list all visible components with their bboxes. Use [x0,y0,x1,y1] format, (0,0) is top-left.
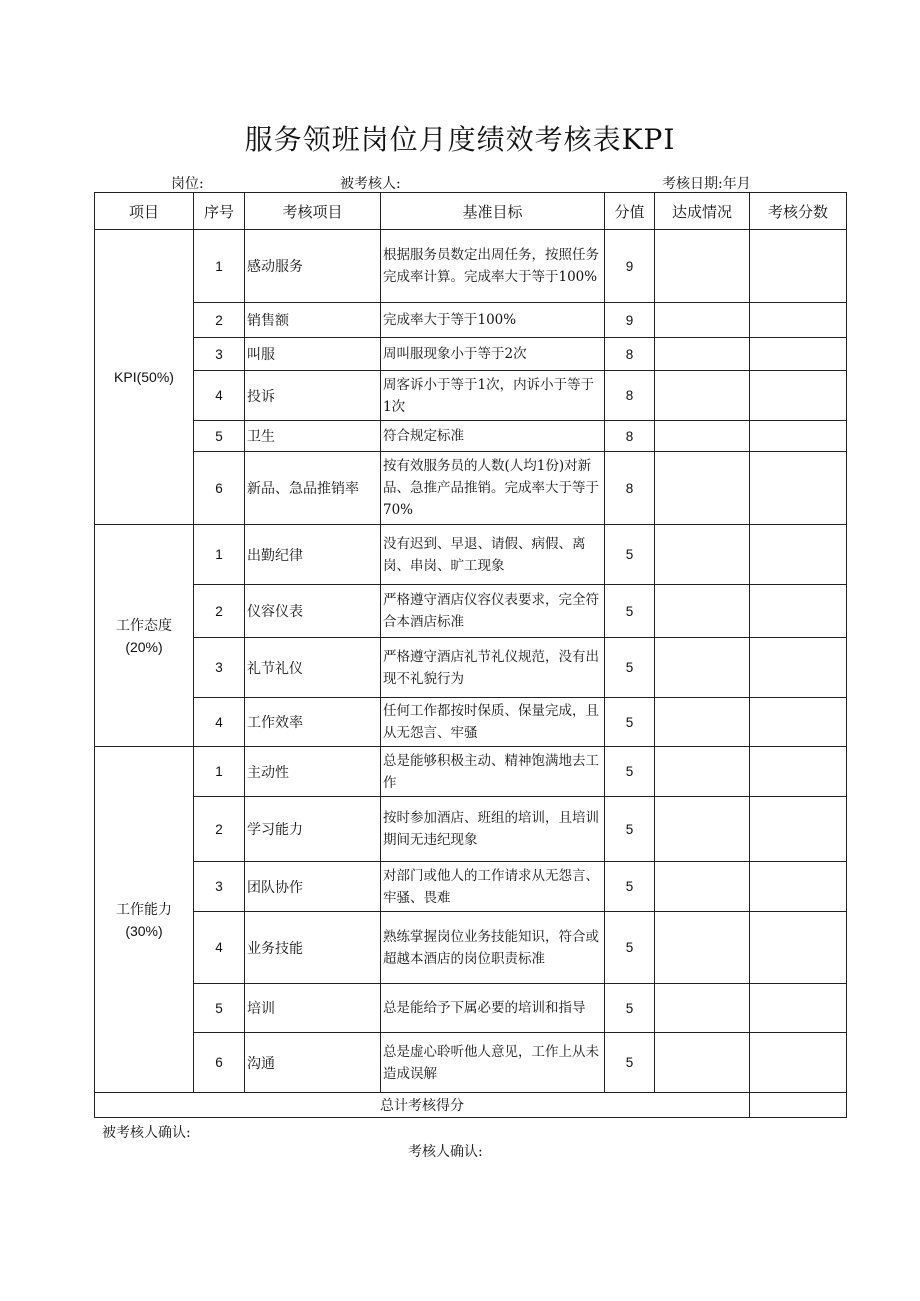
category-label: 工作能力 [116,900,172,917]
table-row [95,698,847,747]
score-value: 8 [605,371,655,421]
achievement-cell[interactable] [655,303,750,338]
row-number: 6 [194,1033,245,1093]
category-cell [95,525,194,747]
assessment-item: 出勤纪律 [245,525,381,585]
assessee-confirm: 被考核人确认: [102,1125,191,1141]
benchmark-target: 按有效服务员的人数(人均1份)对新品、急推产品推销。完成率大于等于70% [381,452,605,525]
achievement-cell[interactable] [655,862,750,912]
benchmark-target: 严格遵守酒店礼节礼仪规范，没有出现不礼貌行为 [381,638,605,698]
category-label: (20%) [125,638,163,655]
achievement-cell[interactable] [655,698,750,747]
score-value: 9 [605,230,655,303]
assessment-item: 业务技能 [245,912,381,984]
assessment-item: 新品、急品推销率 [245,452,381,525]
table-row [95,797,847,862]
score-value: 5 [605,747,655,797]
achievement-cell[interactable] [655,747,750,797]
benchmark-target: 没有迟到、早退、请假、病假、离岗、串岗、旷工现象 [381,525,605,585]
assessment-score-cell[interactable] [750,585,847,638]
score-value: 5 [605,862,655,912]
score-value: 8 [605,421,655,452]
achievement-cell[interactable] [655,371,750,421]
assessment-item: 卫生 [245,421,381,452]
assessee-label: 被考核人: [340,176,401,192]
table-row [95,862,847,912]
category-label: KPI(50%) [114,369,174,385]
row-number: 4 [194,371,245,421]
benchmark-target: 严格遵守酒店仪容仪表要求，完全符合本酒店标准 [381,585,605,638]
total-label: 总计考核得分 [95,1093,750,1118]
assessment-score-cell[interactable] [750,230,847,303]
table-row [95,525,847,585]
achievement-cell[interactable] [655,1033,750,1093]
assessment-item: 主动性 [245,747,381,797]
assessment-item: 叫服 [245,338,381,371]
table-row [95,338,847,371]
row-number: 1 [194,525,245,585]
achievement-cell[interactable] [655,984,750,1033]
row-number: 1 [194,747,245,797]
achievement-cell[interactable] [655,585,750,638]
assessment-score-cell[interactable] [750,984,847,1033]
total-row [95,1093,847,1118]
achievement-cell[interactable] [655,525,750,585]
kpi-table [94,192,847,1118]
benchmark-target: 根据服务员数定出周任务，按照任务完成率计算。完成率大于等于100% [381,230,605,303]
assessment-score-cell[interactable] [750,421,847,452]
row-number: 5 [194,421,245,452]
benchmark-target: 总是能给予下属必要的培训和指导 [381,984,605,1033]
assessment-score-cell[interactable] [750,371,847,421]
table-row [95,303,847,338]
table-row [95,984,847,1033]
row-number: 2 [194,585,245,638]
assessment-score-cell[interactable] [750,747,847,797]
row-number: 2 [194,303,245,338]
table-row [95,585,847,638]
benchmark-target: 完成率大于等于100% [381,303,605,338]
assessment-item: 学习能力 [245,797,381,862]
row-number: 2 [194,797,245,862]
row-number: 3 [194,862,245,912]
benchmark-target: 熟练掌握岗位业务技能知识，符合或超越本酒店的岗位职责标准 [381,912,605,984]
benchmark-target: 周叫服现象小于等于2次 [381,338,605,371]
header-score: 分值 [605,193,655,230]
assessment-score-cell[interactable] [750,525,847,585]
total-score-cell[interactable] [750,1093,847,1118]
achievement-cell[interactable] [655,797,750,862]
row-number: 6 [194,452,245,525]
score-value: 5 [605,698,655,747]
table-row [95,230,847,303]
header-target: 基准目标 [381,193,605,230]
benchmark-target: 按时参加酒店、班组的培训，且培训期间无违纪现象 [381,797,605,862]
position-label: 岗位: [171,176,204,192]
assessment-item: 销售额 [245,303,381,338]
assessment-score-cell[interactable] [750,862,847,912]
row-number: 4 [194,912,245,984]
achievement-cell[interactable] [655,638,750,698]
benchmark-target: 对部门或他人的工作请求从无怨言、牢骚、畏难 [381,862,605,912]
assessment-score-cell[interactable] [750,638,847,698]
assessment-score-cell[interactable] [750,338,847,371]
assessment-score-cell[interactable] [750,303,847,338]
header-category: 项目 [95,193,194,230]
assessment-score-cell[interactable] [750,1033,847,1093]
score-value: 8 [605,452,655,525]
achievement-cell[interactable] [655,421,750,452]
table-header-row [95,193,847,230]
assessment-item: 团队协作 [245,862,381,912]
table-row [95,747,847,797]
table-row [95,912,847,984]
benchmark-target: 总是能够积极主动、精神饱满地去工作 [381,747,605,797]
header-assessment-score: 考核分数 [750,193,847,230]
category-label: 工作态度 [116,616,172,633]
benchmark-target: 任何工作都按时保质、保量完成，且从无怨言、牢骚 [381,698,605,747]
category-cell [95,230,194,525]
row-number: 4 [194,698,245,747]
table-row [95,452,847,525]
assessor-confirm: 考核人确认: [408,1144,483,1160]
score-value: 5 [605,797,655,862]
row-number: 5 [194,984,245,1033]
category-cell [95,747,194,1093]
assessment-item: 沟通 [245,1033,381,1093]
score-value: 5 [605,585,655,638]
assessment-score-cell[interactable] [750,797,847,862]
table-row [95,421,847,452]
achievement-cell[interactable] [655,230,750,303]
assessment-item: 感动服务 [245,230,381,303]
score-value: 5 [605,525,655,585]
assessment-score-cell[interactable] [750,698,847,747]
benchmark-target: 周客诉小于等于1次，内诉小于等于1次 [381,371,605,421]
assessment-item: 工作效率 [245,698,381,747]
achievement-cell[interactable] [655,912,750,984]
benchmark-target: 符合规定标准 [381,421,605,452]
row-number: 3 [194,338,245,371]
header-achievement: 达成情况 [655,193,750,230]
header-number: 序号 [194,193,245,230]
table-row [95,638,847,698]
score-value: 5 [605,984,655,1033]
score-value: 5 [605,638,655,698]
assessment-item: 培训 [245,984,381,1033]
table-row [95,1033,847,1093]
assessment-item: 投诉 [245,371,381,421]
score-value: 5 [605,912,655,984]
row-number: 1 [194,230,245,303]
assessment-item: 仪容仪表 [245,585,381,638]
assessment-date-label: 考核日期:年月 [662,176,751,192]
header-item: 考核项目 [245,193,381,230]
benchmark-target: 总是虚心聆听他人意见，工作上从未造成误解 [381,1033,605,1093]
table-row [95,371,847,421]
score-value: 8 [605,338,655,371]
assessment-score-cell[interactable] [750,452,847,525]
row-number: 3 [194,638,245,698]
category-label: (30%) [125,922,163,939]
score-value: 9 [605,303,655,338]
assessment-item: 礼节礼仪 [245,638,381,698]
score-value: 5 [605,1033,655,1093]
assessment-score-cell[interactable] [750,912,847,984]
achievement-cell[interactable] [655,338,750,371]
achievement-cell[interactable] [655,452,750,525]
page-title: 服务领班岗位月度绩效考核表KPI [244,123,676,156]
